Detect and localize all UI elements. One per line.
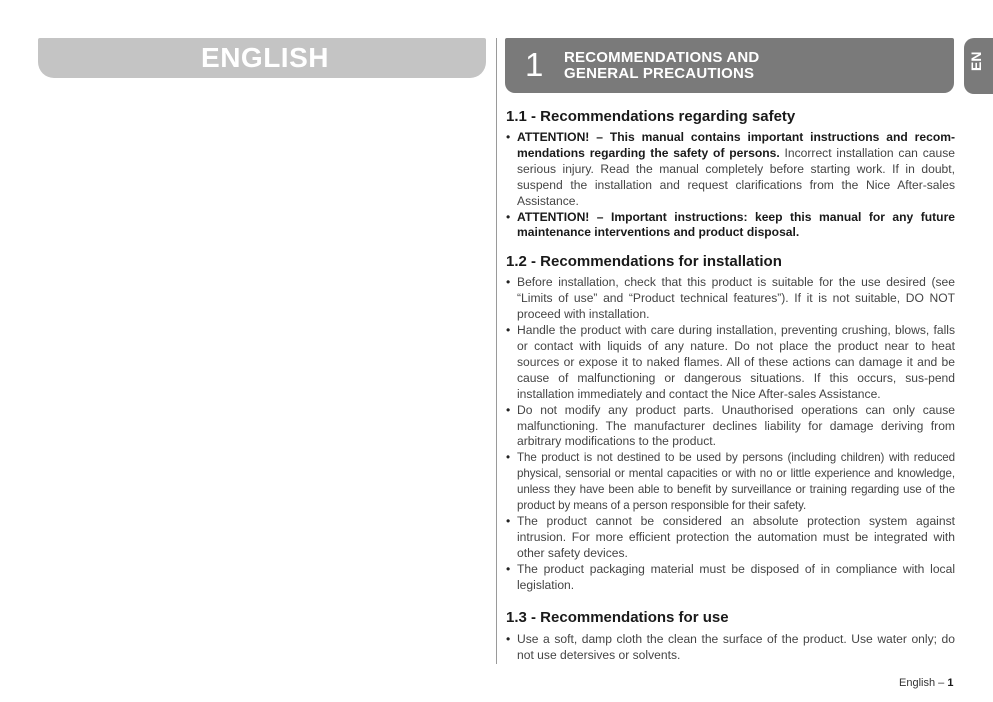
list-item: • Use a soft, damp cloth the clean the surface of the product. Use water only; do not use detersives or solvents. [506, 632, 955, 664]
list-item [506, 210, 955, 242]
list-item: • The product cannot be considered an absolute protection system against intrusion. For more efficient protection the automation must be integrated with other safety devices. [506, 514, 955, 562]
section-use [506, 607, 955, 664]
page-number: 1 [947, 677, 954, 689]
list-item: • Before installation, check that this product is suitable for the use desired (see “Limits of use” and “Product technical features”). If it is not suitable, DO NOT proceed with installation. [506, 275, 955, 323]
bullet-list [506, 130, 955, 241]
bullet-list [506, 632, 955, 664]
chapter-title [564, 50, 759, 82]
chapter-title-line-2: GENERAL PRECAUTIONS [564, 65, 755, 82]
footer-label: English – [899, 677, 945, 689]
list-item: • Do not modify any product parts. Unauthorised operations can only cause malfunctioning. The manufacturer declines liability for damage deriving from arbitrary modifications to the product. [506, 403, 955, 451]
item-bold-text: ATTENTION! – This manual contains important instructions and recom-mendations regarding the safety of persons. [517, 130, 955, 160]
item-bold-text: ATTENTION! – Important instructions: keep this manual for any future maintenance interventions and product disposal. [517, 209, 955, 240]
list-item: • The product packaging material must be disposed of in compliance with local legislation. [506, 562, 955, 594]
chapter-number: 1 [525, 46, 544, 83]
language-tab-label: EN [968, 51, 984, 71]
section-installation [506, 251, 955, 593]
language-banner [38, 38, 486, 78]
section-safety [506, 106, 955, 241]
section-heading: 1.3 - Recommendations for use [506, 609, 729, 627]
bullet-list [506, 275, 955, 593]
chapter-title-line-1: RECOMMENDATIONS AND [564, 49, 760, 66]
page-footer [899, 677, 953, 689]
list-item: • The product is not destined to be used by persons (including children) with reduced physical, sensorial or mental capacities or with no or little experience and knowledge, unless they have been able to benefit by surveillance or training regarding use of the product by means of a person responsible for their safety. [506, 450, 955, 514]
column-divider [496, 38, 497, 664]
main-content [506, 106, 955, 664]
language-banner-title: ENGLISH [201, 42, 329, 73]
section-heading: 1.2 - Recommendations for installation [506, 253, 782, 271]
list-item: • Handle the product with care during installation, preventing crushing, blows, falls or contact with liquids of any nature. Do not place the product near to heat sources or expose it to naked flames. All of these actions can damage it and be cause of malfunctioning or dangerous situations. If this occurs, sus-pend installation immediately and contact the Nice After-sales Assistance. [506, 323, 955, 403]
list-item [506, 130, 955, 210]
language-tab [964, 38, 993, 94]
section-heading: 1.1 - Recommendations regarding safety [506, 108, 796, 125]
chapter-header [505, 38, 954, 93]
item-text: Incorrect installation can cause serious injury. Read the manual completely before starting work. If in doubt, suspend the installation and request clarifications from the Nice After-sales Assistance. [517, 145, 955, 208]
